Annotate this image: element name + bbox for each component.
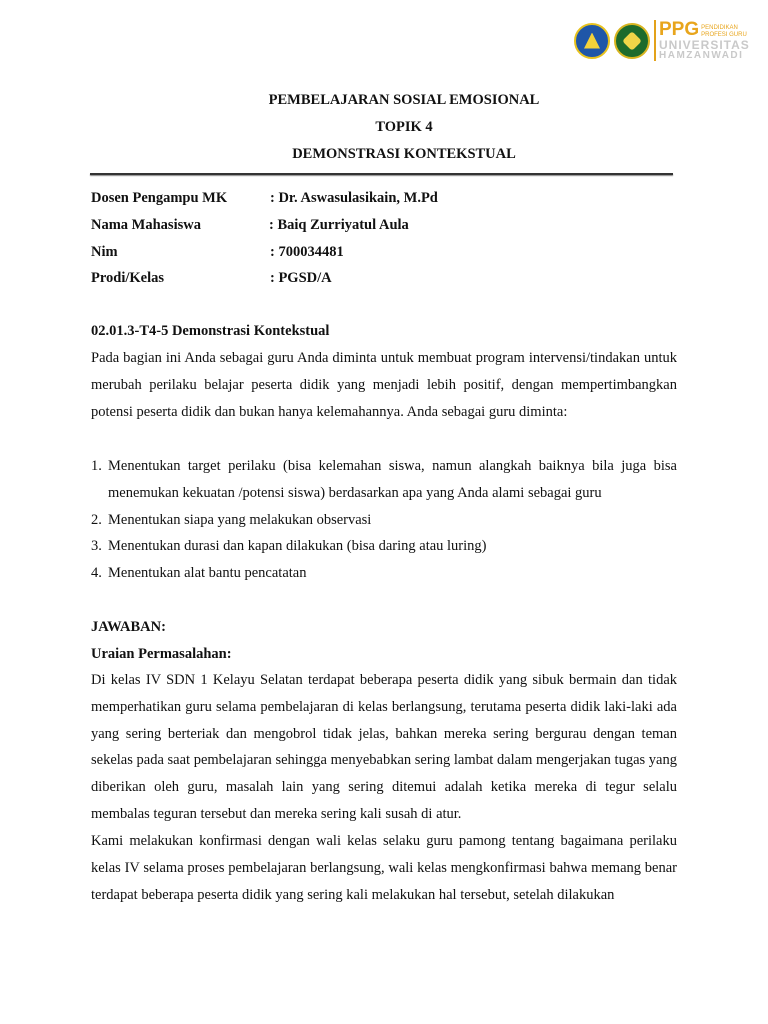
answer-subheading: Uraian Permasalahan: bbox=[91, 646, 232, 662]
list-number: 3. bbox=[91, 538, 102, 555]
answer-paragraph-1: Di kelas IV SDN 1 Kelayu Selatan terdapat beberapa peserta didik yang sibuk bermain dan tidak memperhatikan guru selama pembelajaran di kelas berlangsung, terutama peserta didik laki-laki ada yang sering berteriak dan mengobrol tidak jelas, bahkan mereka sering bergurau dengan teman sekelas pada saat pembelajaran sehingga menyebabkan sering lambat dalam mengerjakan tugas yang diberikan oleh guru, masalah lain yang sering ditemui adalah ketika mereka di tegur selalu membalas teguran tersebut dan mereka sering kali susah di atur. bbox=[91, 672, 677, 822]
list-text: Menentukan siapa yang melakukan observasi bbox=[108, 511, 372, 528]
list-number: 1. bbox=[91, 458, 102, 474]
header-divider bbox=[90, 173, 673, 175]
list-item bbox=[91, 453, 677, 507]
list-item bbox=[91, 533, 677, 560]
info-label: Prodi/Kelas bbox=[91, 270, 165, 286]
info-value: : Dr. Aswasulasikain, M.Pd bbox=[270, 190, 438, 206]
section-intro: Pada bagian ini Anda sebagai guru Anda diminta untuk membuat program intervensi/tindakan untuk merubah perilaku belajar peserta didik yang menjadi lebih positif, dengan mempertimbangkan potensi peserta didik dan bukan hanya kelemahannya. Anda sebagai guru diminta: bbox=[91, 350, 677, 420]
list-number: 4. bbox=[91, 565, 102, 582]
answer-paragraph-2: Kami melakukan konfirmasi dengan wali kelas selaku guru pamong tentang bagaimana perilaku kelas IV selama proses pembelajaran berlangsung, wali kelas mengkonfirmasi bahwa memang benar terdapat beberapa peserta didik yang sering kali melakukan hal tersebut, setelah dilakukan bbox=[91, 833, 677, 903]
ppg-logo-univ: UNIVERSITAS bbox=[659, 38, 750, 52]
ppg-logo-text: PPG bbox=[659, 19, 700, 40]
list-item bbox=[91, 507, 677, 534]
info-value: : Baiq Zurriyatul Aula bbox=[269, 217, 409, 233]
document-title: PEMBELAJARAN SOSIAL EMOSIONAL bbox=[268, 92, 540, 108]
info-label: Dosen Pengampu MK bbox=[91, 190, 228, 206]
document-topic: TOPIK 4 bbox=[375, 119, 433, 135]
list-item bbox=[91, 560, 677, 587]
info-value: : 700034481 bbox=[270, 244, 344, 260]
info-label: Nim bbox=[91, 244, 118, 260]
list-number: 2. bbox=[91, 511, 102, 528]
info-value: : PGSD/A bbox=[270, 270, 332, 286]
header-logos bbox=[574, 20, 750, 61]
ppg-logo-line2: PROFESI GURU bbox=[701, 32, 747, 38]
tut-wuri-handayani-logo bbox=[574, 23, 610, 59]
list-text: Menentukan durasi dan kapan dilakukan (bisa daring atau luring) bbox=[108, 538, 487, 555]
info-label: Nama Mahasiswa bbox=[91, 217, 201, 233]
university-seal-logo bbox=[614, 23, 650, 59]
document-subtitle: DEMONSTRASI KONTEKSTUAL bbox=[292, 146, 516, 162]
task-list bbox=[91, 453, 677, 587]
section-heading: 02.01.3-T4-5 Demonstrasi Kontekstual bbox=[91, 323, 330, 339]
ppg-logo-line1: PENDIDIKAN bbox=[701, 25, 738, 31]
answer-heading: JAWABAN: bbox=[91, 619, 166, 635]
ppg-logo bbox=[654, 20, 750, 61]
ppg-logo-hamz: HAMZANWADI bbox=[659, 50, 744, 61]
list-text: Menentukan target perilaku (bisa kelemahan siswa, namun alangkah baiknya bila juga bisa menemukan kekuatan /potensi siswa) berdasarkan apa yang Anda alami sebagai guru bbox=[108, 458, 677, 501]
list-text: Menentukan alat bantu pencatatan bbox=[108, 565, 307, 582]
